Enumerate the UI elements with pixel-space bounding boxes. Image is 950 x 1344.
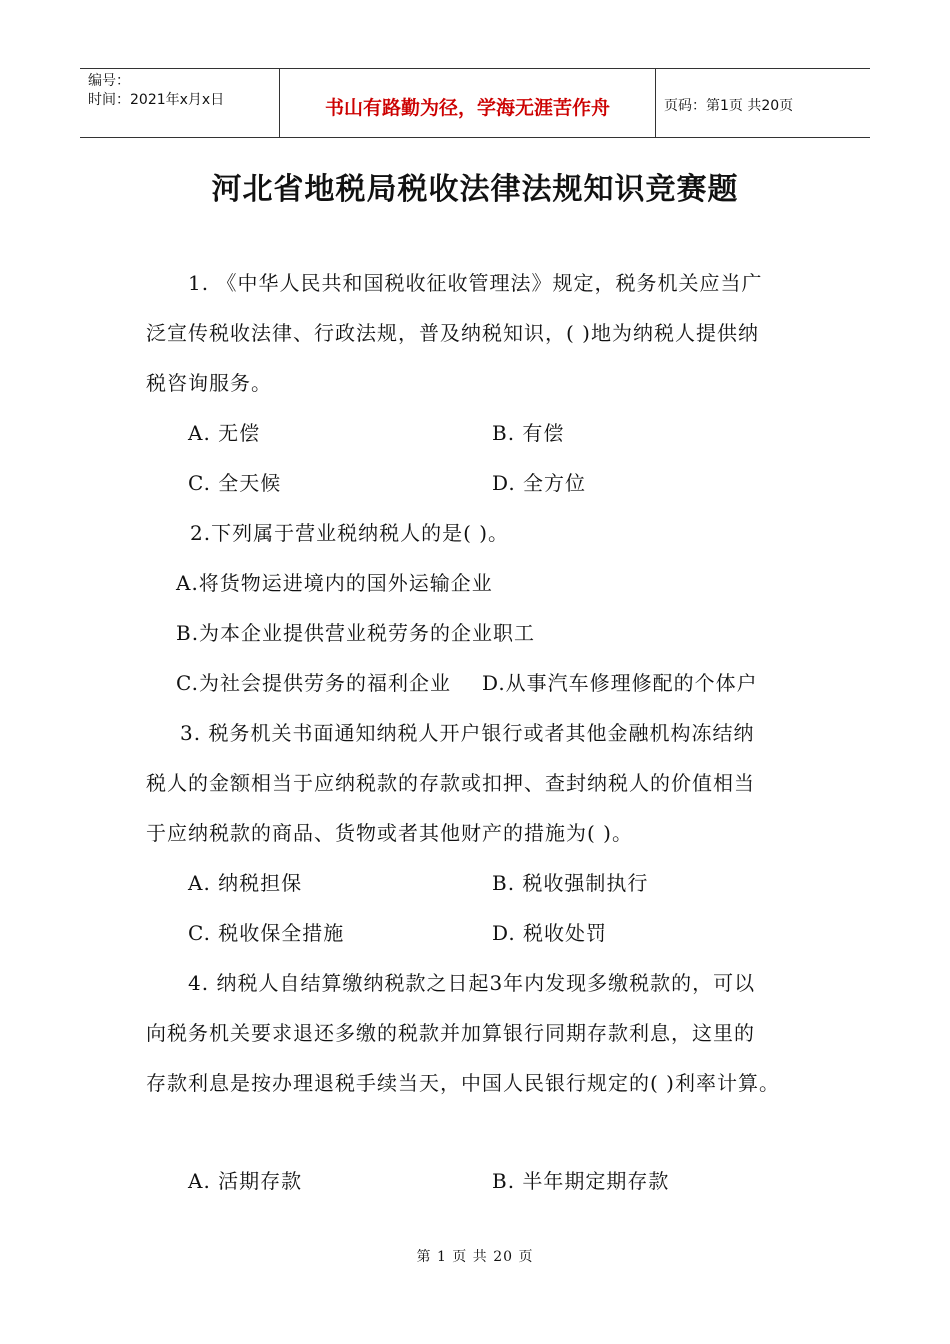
question-4-option-b: B. 半年期定期存款 <box>492 1169 670 1193</box>
time-label: 时间：2021年x月x日 <box>88 92 225 108</box>
question-4-line-1: 4. 纳税人自结算缴纳税款之日起3年内发现多缴税款的，可以 <box>188 971 756 995</box>
question-3-line-2: 税人的金额相当于应纳税款的存款或扣押、查封纳税人的价值相当 <box>146 771 755 795</box>
question-1-option-c: C. 全天候 <box>188 471 282 495</box>
question-3-line-3: 于应纳税款的商品、货物或者其他财产的措施为( )。 <box>146 821 633 845</box>
header-page-info: 页码：第1页 共20页 <box>664 98 794 114</box>
header-motto: 书山有路勤为径，学海无涯苦作舟 <box>280 69 656 137</box>
question-1-line-2: 泛宣传税收法律、行政法规，普及纳税知识，( )地为纳税人提供纳 <box>146 321 759 345</box>
question-4-options-row-1 <box>146 1164 816 1214</box>
question-3-option-c: C. 税收保全措施 <box>188 921 345 945</box>
question-2-option-c: C.为社会提供劳务的福利企业 <box>176 671 451 695</box>
question-4-option-a: A. 活期存款 <box>188 1169 303 1193</box>
question-1-line-3: 税咨询服务。 <box>146 371 272 395</box>
number-label: 编号： <box>88 73 130 89</box>
question-list <box>146 266 816 1214</box>
question-3-option-d: D. 税收处罚 <box>492 921 608 945</box>
question-3-options-row-2 <box>146 916 816 966</box>
question-2-option-d: D.从事汽车修理修配的个体户 <box>482 671 758 695</box>
spacer <box>146 1116 816 1164</box>
document-header <box>80 68 870 138</box>
question-2-line-1: 2.下列属于营业税纳税人的是( )。 <box>190 521 510 545</box>
question-2-option-a: A.将货物运进境内的国外运输企业 <box>176 571 493 595</box>
question-3-option-b: B. 税收强制执行 <box>492 871 649 895</box>
question-1-options-row-1 <box>146 416 816 466</box>
question-3-option-a: A. 纳税担保 <box>188 871 303 895</box>
question-2-options-row <box>146 666 816 716</box>
question-3-options-row-1 <box>146 866 816 916</box>
header-meta <box>80 69 280 137</box>
question-2-option-b: B.为本企业提供营业税劳务的企业职工 <box>176 621 536 645</box>
question-1-line-1: 1. 《中华人民共和国税收征收管理法》规定，税务机关应当广 <box>188 271 763 295</box>
question-1-options-row-2 <box>146 466 816 516</box>
question-4-line-2: 向税务机关要求退还多缴的税款并加算银行同期存款利息，这里的 <box>146 1021 755 1045</box>
question-3-line-1: 3. 税务机关书面通知纳税人开户银行或者其他金融机构冻结纳 <box>180 721 755 745</box>
page-title: 河北省地税局税收法律法规知识竞赛题 <box>211 172 739 207</box>
question-4-line-3: 存款利息是按办理退税手续当天，中国人民银行规定的( )利率计算。 <box>146 1071 780 1095</box>
question-1-option-b: B. 有偿 <box>492 421 565 445</box>
question-1-option-d: D. 全方位 <box>492 471 587 495</box>
page-footer: 第 1 页 共 20 页 <box>416 1249 534 1265</box>
question-1-option-a: A. 无偿 <box>188 421 261 445</box>
